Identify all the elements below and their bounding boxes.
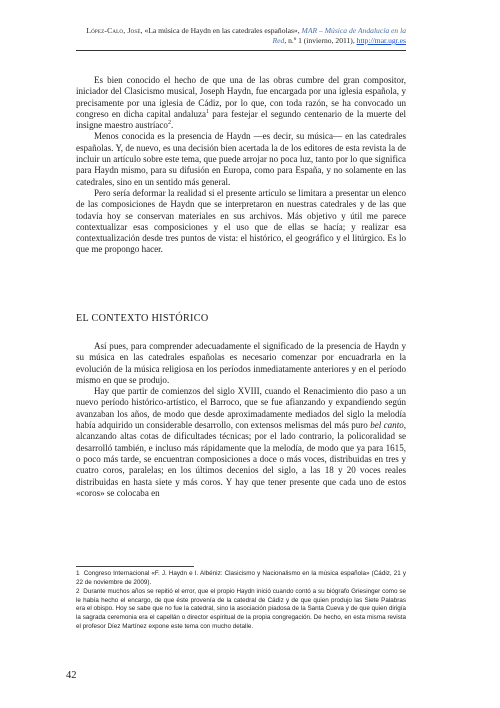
section-text [76,341,406,499]
header-author: López-Calo, José [86,26,141,35]
intro-paragraph-3: Pero sería deformar la realidad si el presente artículo se limitara a presentar un elenco de las composiciones de Haydn que se interpretaron en nuestras catedrales y de las que todavía hoy se conservan materiales en sus archivos. Más objetivo y útil me parece contextualizar esas composiciones y el uso que de ellas se hacía; y realizar esa contextualización desde tres puntos de vista: el histórico, el geográfico y el litúrgico. Es lo que me propongo hacer. [76,187,406,255]
footnote-2-number: 2 [76,588,80,596]
section-p2-italic: bel canto [370,420,404,431]
section-paragraph-1: Así pues, para comprender adecuadamente el significado de la presencia de Haydn y su música en las catedrales españolas es necesario comenzar por encuadrarla en la evolución de la música religiosa en los períodos inmediatamente anteriores y en el período mismo en que se produjo. [76,341,406,385]
footnote-2 [76,588,406,631]
intro-p1-text-cont: para festejar el segundo centenario de la muerte del insigne maestro austríaco [76,108,407,131]
footnote-1 [76,570,406,587]
header-issue: , n.º 1 (invierno, 2011), [284,36,357,45]
footnote-ref-2[interactable]: 2 [167,120,171,127]
footnote-ref-1[interactable]: 1 [206,108,210,115]
section-heading: EL CONTEXTO HISTÓRICO [76,313,209,324]
footnote-divider [76,566,194,567]
section-p2-text-cont: , alcanzando altas cotas de dificultades técnicas; por el lado contrario, la policoralidad se desarrolló también, e incluso más rápidamente que la melodía, de modo que ya para 1615, o poco más tarde, se encuentran composiciones a doce o más voces, distribuidas en tres y cuatro coros, paralelas; en los últimos decenios del siglo, a las 18 y 20 voces reales distribuidas en hasta siete y más coros. Y hay que tener presente que cada uno de estos «coros» se colocaba en [76,420,406,498]
intro-paragraph-2: Menos conocida es la presencia de Haydn —es decir, su música— en las catedrales españolas. Y, de nuevo, es una decisión bien acertada la de los editores de esta revista la de incluir un artículo sobre este tema, que puede arrojar no poca luz, tanto por lo que significa para Haydn mismo, para su difusión en Europa, como para España, y no solamente en las catedrales, sino en un sentido más general. [76,131,406,187]
intro-text [76,75,406,256]
header-divider [76,50,406,51]
intro-paragraph-1 [76,75,406,131]
footnote-2-text: Durante muchos años se repitió el error, que el propio Haydn inició cuando contó a su biógrafo Griesinger como se le había hecho el encargo, de que éste provenía de la catedral de Cádiz y de que quien produjo las Siete Palabras era el obispo. Hoy se sabe que no fue la catedral, sino la asociación piadosa de la Santa Cueva y de que quien dirigía la sagrada ceremonia era el capellán o director espiritual de la propia congregación. De hecho, en esta misma revista el profesor Díez Martínez expone este tema con mucho detalle. [76,588,406,630]
header-publication: MAR – Música de Andalucía en la Red [272,26,406,45]
header-link[interactable]: http://mar.ugr.es [356,36,406,45]
section-p2-text: Hay que partir de comienzos del siglo XVIII, cuando el Renacimiento dio paso a un nuevo período histórico-artístico, el Barroco, que se fue afianzando y expandiendo según avanzaban los años, de modo que desde aproximadamente mediados del siglo la melodía había adquirido un considerable desarrollo, con extensos melismas del más puro [76,386,406,431]
footnote-1-text: Congreso Internacional «F. J. Haydn e I. Albéniz: Clasicismo y Nacionalismo en la música española» (Cádiz, 21 y 22 de noviembre de 2009). [76,570,406,586]
page-number: 42 [66,670,77,681]
header-article-title: , «La música de Haydn en las catedrales españolas», [140,26,302,35]
intro-p1-end: . [170,120,174,131]
running-header [76,26,406,46]
section-paragraph-2 [76,386,406,499]
intro-p1-text: Es bien conocido el hecho de que una de las obras cumbre del gran compositor, iniciador del Clasicismo musical, Joseph Haydn, fue encargada por una iglesia española, y precisamente por una iglesia de Cádiz, por lo que, con toda razón, se ha convocado un congreso en dicha capital andaluza [76,75,406,119]
footnote-1-number: 1 [76,570,80,577]
footnotes [76,570,406,632]
